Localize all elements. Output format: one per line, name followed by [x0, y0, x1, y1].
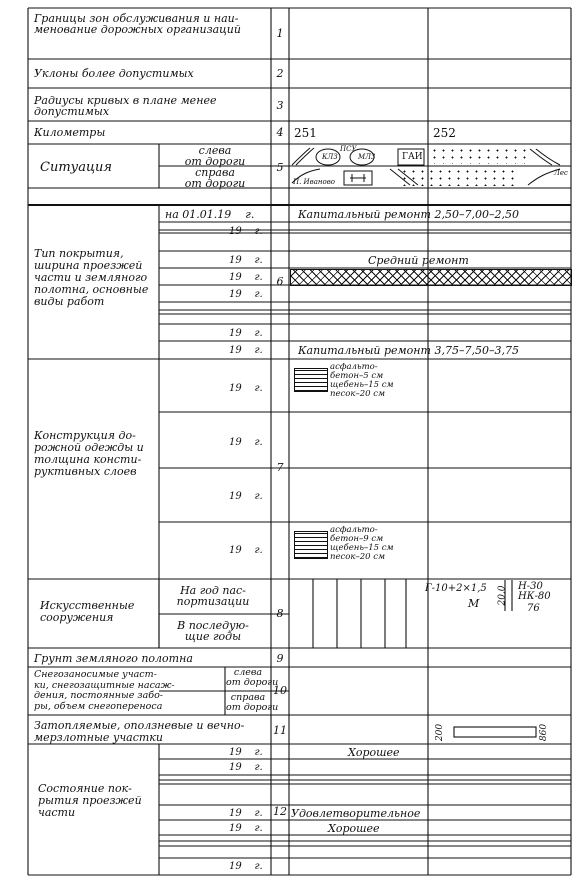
row-num: 2	[276, 67, 284, 80]
row-8-label: Искусственные сооружения	[40, 599, 135, 624]
layer-sample-1	[294, 368, 328, 392]
year-label: 19 г.	[229, 491, 263, 502]
row-num: 5	[276, 161, 284, 174]
row-num: 7	[276, 461, 284, 474]
condition-2: Удовлетворительное	[291, 807, 421, 820]
year-label: 19 г.	[229, 289, 263, 300]
row-num: 3	[276, 99, 284, 112]
condition-3: Хорошее	[328, 822, 380, 835]
row-2-label: Уклоны более допустимых	[34, 67, 194, 80]
year-label: 19 г.	[229, 328, 263, 339]
row-num: 11	[273, 724, 287, 737]
row-5-label: Ситуация	[40, 160, 112, 175]
row-6-label: Тип покрытия, ширина проезжей части и земляного полотна, основные виды работ	[34, 247, 149, 308]
year-label: 19 г.	[229, 762, 263, 773]
km-252: 252	[433, 126, 456, 140]
row-7-label: Конструкция до- рожной одежды и толщина консти- руктивных слоев	[34, 429, 144, 478]
mark-gai: ГАИ	[402, 152, 423, 162]
mark-village: П. Иваново	[293, 178, 336, 186]
row-10-right-label: справа от дороги	[226, 692, 279, 713]
bridge-scheme: Г-10+2×1,5	[425, 583, 487, 594]
year-label: 19 г.	[229, 383, 263, 394]
year-label: 19 г.	[229, 545, 263, 556]
flood-start: 200	[435, 723, 446, 742]
year-label: 19 г.	[229, 861, 263, 872]
flood-end: 860	[539, 723, 550, 742]
row-10-label: Снегозаносимые участ- ки, снегозащитные насаж- дения, постоянные забо- ры, объем снегопереноса	[34, 669, 175, 712]
row-8-year-label: На год пас- портизации	[176, 584, 250, 608]
row-num: 10	[273, 684, 287, 697]
repair-note-2: Средний ремонт	[368, 254, 469, 267]
layer-gravel-1: щебень–15 см	[330, 380, 394, 390]
mark-forest: Лес	[554, 169, 568, 177]
year-label: 19 г.	[229, 272, 263, 283]
year-label: 19 г.	[229, 226, 263, 237]
row-num: 1	[276, 27, 284, 40]
year-label: 19 г.	[229, 823, 263, 834]
year-label: 19 г.	[229, 345, 263, 356]
year-label: на 01.01.19 г.	[165, 208, 255, 221]
layer-asphalt-1: асфальто- бетон–5 см	[330, 362, 384, 381]
mark-mlz: МЛЗ	[358, 153, 376, 161]
repair-hatch	[290, 269, 572, 286]
row-num: 12	[273, 805, 287, 818]
mark-klz: КЛЗ	[322, 153, 338, 161]
year-label: 19 г.	[229, 437, 263, 448]
row-num: 4	[276, 126, 284, 139]
row-5-right-label: справа от дороги	[184, 166, 246, 190]
year-label: 19 г.	[229, 747, 263, 758]
layer-sand-2: песок–20 см	[330, 552, 386, 562]
row-3-label: Радиусы кривых в плане менее допустимых	[34, 94, 217, 118]
bridge-type: М	[468, 597, 480, 610]
km-251: 251	[294, 126, 317, 140]
year-label: 19 г.	[229, 255, 263, 266]
layer-sand-1: песок–20 см	[330, 389, 386, 399]
year-label: 19 г.	[229, 808, 263, 819]
row-num: 8	[276, 607, 284, 620]
row-4-label: Километры	[34, 126, 106, 139]
layer-sample-2	[294, 531, 328, 559]
row-8-next-label: В последую- щие годы	[177, 619, 249, 643]
row-num: 6	[276, 275, 284, 288]
row-11-label: Затопляемые, оползневые и вечно- мерзлотные участки	[34, 719, 245, 744]
row-10-left-label: слева от дороги	[226, 667, 279, 688]
bridge-load: Н-30 НК-80	[518, 581, 551, 602]
layer-gravel-2: щебень–15 см	[330, 543, 394, 553]
row-12-label: Состояние пок- рытия проезжей части	[38, 782, 142, 819]
row-num: 9	[276, 652, 284, 665]
row-9-label: Грунт земляного полотна	[34, 652, 193, 665]
repair-note-3: Капитальный ремонт 3,75–7,50–3,75	[298, 344, 519, 357]
bridge-year: 76	[527, 603, 540, 614]
bridge-length: 20,0	[497, 585, 508, 606]
layer-asphalt-2: асфальто- бетон–9 см	[330, 525, 384, 544]
row-1-label: Границы зон обслуживания и наи- менование дорожных организаций	[34, 12, 241, 36]
row-5-left-label: слева от дороги	[184, 144, 246, 168]
condition-1: Хорошее	[348, 746, 400, 759]
mark-psu: ПСУ	[340, 145, 357, 153]
repair-note-1: Капитальный ремонт 2,50–7,00–2,50	[298, 208, 519, 221]
